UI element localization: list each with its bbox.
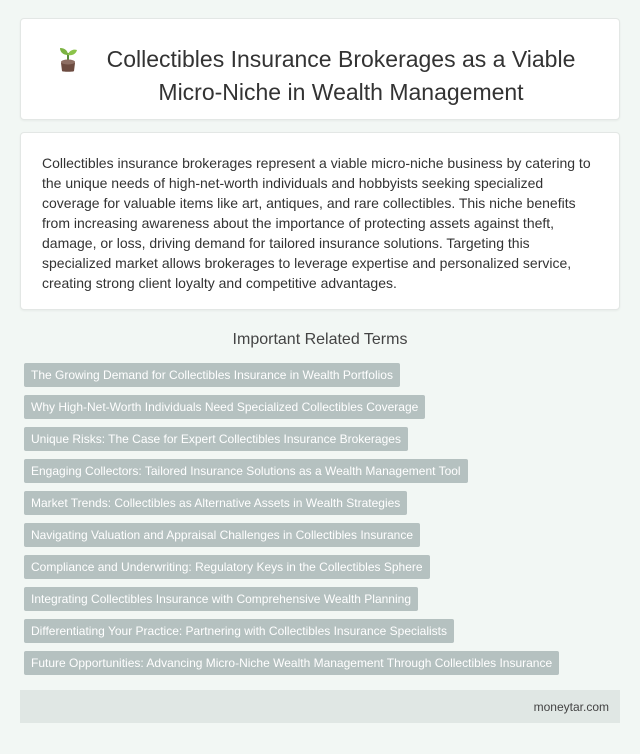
related-term-tag[interactable]: Why High-Net-Worth Individuals Need Specialized Collectibles Coverage [24, 395, 425, 419]
related-term-tag[interactable]: Market Trends: Collectibles as Alternative Assets in Wealth Strategies [24, 491, 407, 515]
related-terms-heading: Important Related Terms [232, 331, 408, 348]
related-term-tag[interactable]: Navigating Valuation and Appraisal Challenges in Collectibles Insurance [24, 523, 420, 547]
title-card [20, 18, 620, 120]
footer-site-link[interactable]: moneytar.com [533, 700, 609, 714]
related-term-tag[interactable]: The Growing Demand for Collectibles Insurance in Wealth Portfolios [24, 363, 400, 387]
related-term-tag[interactable]: Integrating Collectibles Insurance with Comprehensive Wealth Planning [24, 587, 418, 611]
related-term-tag[interactable]: Unique Risks: The Case for Expert Collectibles Insurance Brokerages [24, 427, 408, 451]
related-term-tag[interactable]: Compliance and Underwriting: Regulatory Keys in the Collectibles Sphere [24, 555, 430, 579]
related-terms-list [24, 363, 624, 683]
related-term-tag[interactable]: Engaging Collectors: Tailored Insurance Solutions as a Wealth Management Tool [24, 459, 468, 483]
related-term-tag[interactable]: Future Opportunities: Advancing Micro-Niche Wealth Management Through Collectibles Insurance [24, 651, 559, 675]
description-text: Collectibles insurance brokerages represent a viable micro-niche business by catering to the unique needs of high-net-worth individuals and hobbyists seeking specialized coverage for valuable items like art, antiques, and rare collectibles. This niche benefits from increasing awareness about the importance of protecting assets against theft, damage, or loss, driving demand for tailored insurance solutions. Targeting this specialized market allows brokerages to leverage expertise and personalized service, creating strong client loyalty and competitive advantages. [42, 155, 591, 291]
seedling-icon [57, 47, 79, 73]
description-card [20, 132, 620, 310]
related-term-tag[interactable]: Differentiating Your Practice: Partnering with Collectibles Insurance Specialists [24, 619, 454, 643]
page-title: Collectibles Insurance Brokerages as a Viable Micro-Niche in Wealth Management [106, 46, 576, 105]
footer [20, 690, 620, 723]
